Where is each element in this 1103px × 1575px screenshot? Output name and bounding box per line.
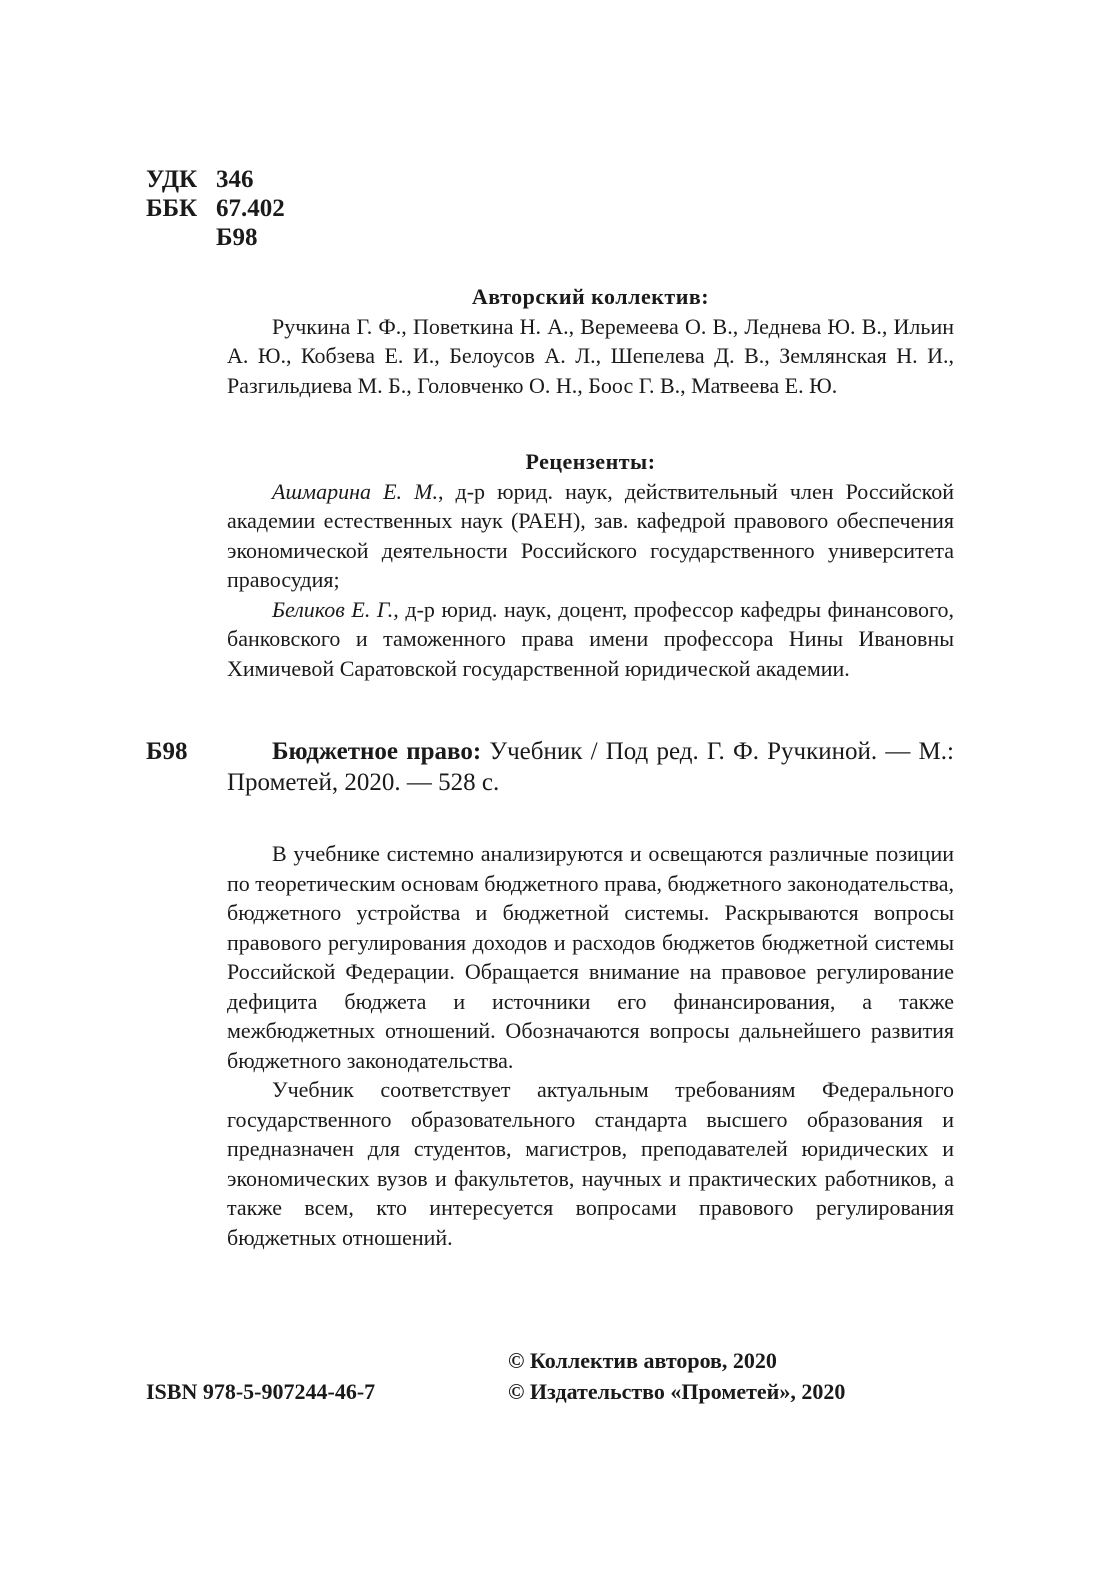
entry-details: Учебник / Под ред. Г. Ф. Ручкиной. — М.: Прометей, 2020. — 528 с.	[227, 738, 954, 796]
annotation-paragraph: Учебник соответствует актуальным требованиям Федерального государственного образовательного стандарта высшего образования и предназначен для студентов, магистров, преподавателей юридических и экономических вузов и факультетов, научных и практических работников, а также всем, кто интересуется вопросами правового регулирования бюджетных отношений.	[227, 1077, 954, 1250]
authors-section	[227, 282, 954, 400]
bbk-value: 67.402	[216, 195, 285, 222]
udk-row	[146, 165, 285, 194]
bibliographic-entry	[146, 736, 954, 798]
copyright-publisher: © Издательство «Прометей», 2020	[508, 1379, 846, 1404]
bbk-label: ББК	[146, 195, 198, 222]
author-mark-row	[146, 223, 285, 252]
book-title: Бюджетное право:	[272, 738, 482, 765]
udk-value: 346	[216, 166, 254, 193]
copyright-authors: © Коллектив авторов, 2020	[508, 1348, 777, 1373]
annotation-paragraph: В учебнике системно анализируются и освещаются различные позиции по теоретическим основам бюджетного права, бюджетного законодательства, бюджетного устройства и бюджетной системы. Раскрываются вопросы правового регулирования доходов и расходов бюджетов бюджетной системы Российской Федерации. Обращается внимание на правовое регулирование дефицита бюджета и источники его финансирования, а также межбюджетных отношений. Обозначаются вопросы дальнейшего развития бюджетного законодательства.	[227, 841, 954, 1073]
reviewers-section	[227, 447, 954, 683]
reviewers-heading: Рецензенты:	[525, 449, 656, 474]
bbk-row	[146, 194, 285, 223]
entry-body	[227, 736, 954, 798]
annotation-section	[227, 839, 954, 1252]
author-mark: Б98	[216, 224, 258, 251]
reviewer-item	[227, 477, 954, 595]
reviewer-description: , д-р юрид. наук, действительный член Российской академии естественных наук (РАЕН), зав. кафедрой правового обеспечения экономической деятельности Российского государственного университета правосудия;	[227, 478, 955, 592]
authors-list: Ручкина Г. Ф., Поветкина Н. А., Веремеева О. В., Леднева Ю. В., Ильин А. Ю., Кобзева Е. И., Белоусов А. Л., Шепелева Д. В., Землянская Н. И., Разгильдиева М. Б., Головченко О. Н., Боос Г. В., Матвеева Е. Ю.	[227, 313, 954, 398]
isbn: ISBN 978-5-907244-46-7	[146, 1379, 376, 1404]
reviewer-name: Беликов Е. Г.	[272, 596, 394, 622]
classification-codes	[146, 165, 285, 252]
reviewer-description: , д-р юрид. наук, доцент, профессор кафедры финансового, банковского и таможенного права имени профессора Нины Ивановны Химичевой Саратовской государственной юридической академии.	[227, 596, 954, 681]
reviewer-item	[227, 595, 954, 684]
udk-label: УДК	[146, 166, 198, 193]
entry-code: Б98	[146, 738, 188, 765]
authors-heading: Авторский коллектив:	[471, 284, 710, 309]
reviewer-name: Ашмарина Е. М.	[272, 478, 438, 504]
